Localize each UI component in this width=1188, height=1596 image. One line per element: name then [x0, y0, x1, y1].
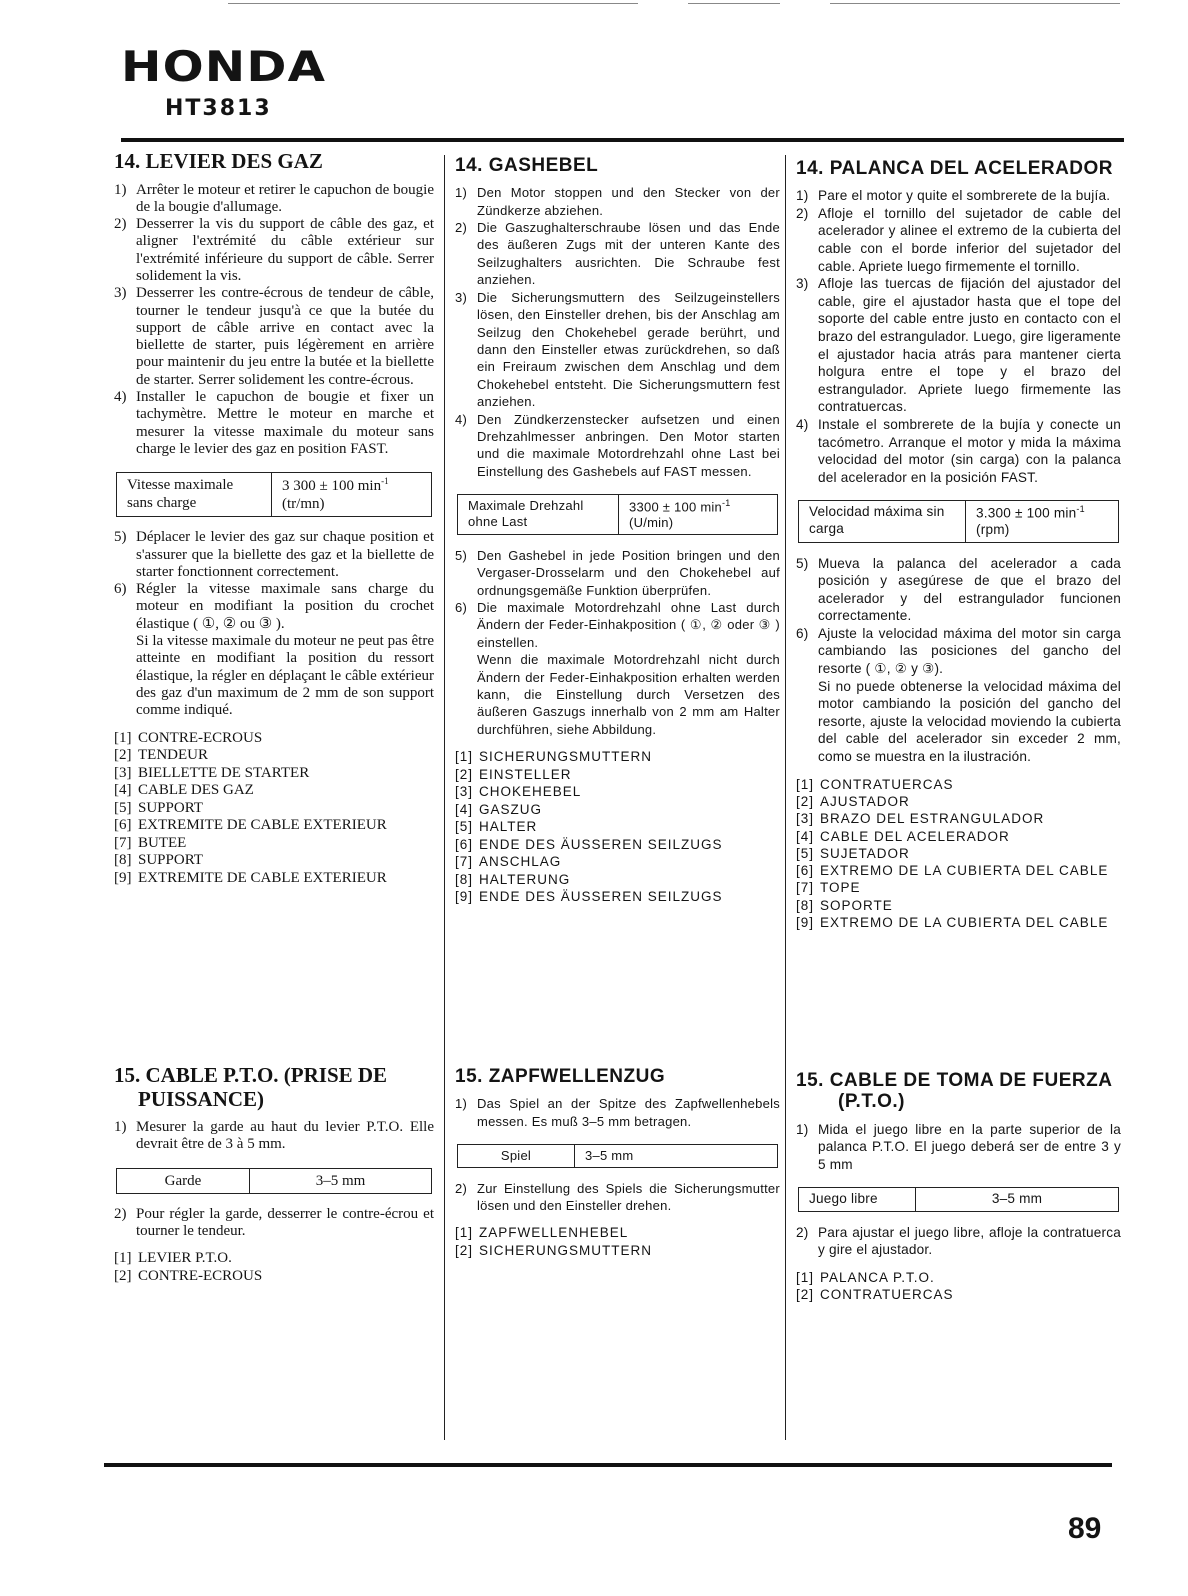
list-item: [7] BUTEE	[114, 834, 187, 851]
step: 4) Instale el sombrerete de la bujía y conecte un tacómetro. Arranque el motor y mida la máxima velocidad del motor (sin carga) con la palanca del acelerador en la posición FAST.	[796, 416, 1121, 485]
step: 1) Das Spiel an der Spitze des Zapfwellenhebels messen. Es muß 3–5 mm betragen.	[455, 1096, 780, 1129]
list-item: [2] CONTRATUERCAS	[796, 1287, 954, 1303]
french-section-14	[114, 150, 434, 887]
brand-logo: HONDA	[121, 42, 327, 91]
step: 1) Den Motor stoppen und den Stecker von der Zündkerze abziehen.	[455, 185, 780, 218]
column-divider	[444, 155, 445, 1440]
section-title: 15. CABLE DE TOMA DE FUERZA (P.T.O.)	[796, 1070, 1112, 1113]
list-item: [1] PALANCA P.T.O.	[796, 1269, 935, 1285]
section-title: 14. LEVIER DES GAZ	[114, 149, 323, 173]
parts-list	[796, 1269, 1121, 1304]
step: 6) Régler la vitesse maximale sans charge du moteur en modifiant la position du crochet élastique ( ①, ② ou ③ ). Si la vitesse maximale du moteur ne peut pas être atteinte en modifiant la position du ressort élastique, la régler en déplaçant le câble extérieur des gaz d'un maximum de 2 mm de son support comme indiqué.	[114, 581, 434, 719]
spec-value: 3–5 mm	[991, 1191, 1043, 1207]
section-title: 15. ZAPFWELLENZUG	[455, 1066, 666, 1087]
column-divider	[785, 155, 786, 1440]
step: 1) Pare el motor y quite el sombrerete de la bujía.	[796, 188, 1111, 204]
section-title: 14. PALANCA DEL ACELERADOR	[796, 158, 1114, 179]
spec-label: Spiel	[458, 1145, 575, 1167]
step: 4) Den Zündkerzenstecker aufsetzen und einen Drehzahlmesser anbringen. Den Motor starten und die maximale Motordrehzahl ohne Last bei Einstellung des Gashebels auf FAST messen.	[455, 411, 780, 479]
step: 5) Déplacer le levier des gaz sur chaque position et s'assurer que la biellette des gaz et la biellette de starter fonctionnent correctement.	[114, 529, 434, 580]
spec-table	[116, 1168, 432, 1194]
list-item: [8] SOPORTE	[796, 897, 893, 913]
step: 3) Die Sicherungsmuttern des Seilzugeinstellers lösen, den Einsteller drehen, bis der Anschlag am Seilzug den Chokehebel gerade berührt, und dann den Einsteller etwas zurückdrehen, so daß ein Freiraum zwischen dem Anschlag und dem Chokehebel entsteht. Die Sicherungsmuttern fest anziehen.	[455, 289, 780, 410]
list-item: [2] SICHERUNGSMUTTERN	[455, 1242, 653, 1258]
section-title: 15. CABLE P.T.O. (PRISE DE PUISSANCE)	[114, 1063, 388, 1111]
list-item: [1] ZAPFWELLENHEBEL	[455, 1225, 629, 1241]
list-item: [8] SUPPORT	[114, 852, 203, 869]
list-item: [1] CONTRE-ECROUS	[114, 729, 263, 746]
spec-label: Vitesse maximale sans charge	[117, 473, 272, 516]
top-edge-line	[228, 3, 638, 4]
list-item: [5] SUJETADOR	[796, 845, 910, 861]
spec-table	[798, 1187, 1119, 1211]
list-item: [2] AJUSTADOR	[796, 793, 910, 809]
list-item: [6] EXTREMITE DE CABLE EXTERIEUR	[114, 817, 387, 834]
spec-value: 3.300 ± 100 $\min^{-1}$ (rpm)	[976, 504, 1085, 538]
list-item: [1] SICHERUNGSMUTTERN	[455, 749, 653, 765]
list-item: [3] BIELLETTE DE STARTER	[114, 764, 310, 781]
step: 6) Die maximale Motordrehzahl ohne Last durch Ändern der Feder-Einhakposition ( ①, ② oder ③ ) einstellen. Wenn die maximale Motordrehzahl nicht durch Ändern der Feder-Einhakposition erhalten werden kann, die Einstellung durch Versetzen des äußeren Gaszugs innerhalb von 2 mm am Halter durchführen, siehe Abbildung.	[455, 599, 780, 737]
step: 1) Mesurer la garde au haut du levier P.T.O. Elle devrait être de 3 à 5 mm.	[114, 1119, 434, 1153]
list-item: [5] SUPPORT	[114, 799, 203, 816]
list-item: [1] CONTRATUERCAS	[796, 776, 954, 792]
list-item: [7] TOPE	[796, 880, 861, 896]
spec-label: Maximale Drehzahl ohne Last	[458, 495, 619, 534]
step: 5) Den Gashebel in jede Position bringen und den Vergaser-Drosselarm und den Chokehebel auf ordnungsgemäße Funktion überprüfen.	[455, 547, 780, 598]
step: 6) Ajuste la velocidad máxima del motor sin carga cambiando las posiciones del gancho del resorte ( ①, ② y ③). Si no puede obtenerse la velocidad máxima del motor cambiando la posición del gancho del resorte, ajuste la velocidad moviendo la cubierta del cable del acelerador sin exceder 2 mm, como se muestra en la ilustración.	[796, 625, 1121, 765]
parts-list	[455, 748, 780, 906]
parts-list	[455, 1224, 780, 1259]
top-edge-line	[688, 3, 780, 4]
spec-label: Velocidad máxima sin carga	[799, 501, 966, 541]
parts-list	[796, 776, 1121, 932]
step: 2) Die Gaszughalterschraube lösen und das Ende des äußeren Zugs mit der unteren Kante des Seilzughalters ausrichten. Die Schraube fest anziehen.	[455, 220, 780, 288]
spanish-section-15	[796, 1070, 1121, 1303]
list-item: [3] BRAZO DEL ESTRANGULADOR	[796, 811, 1045, 827]
list-item: [7] ANSCHLAG	[455, 854, 562, 870]
step: 5) Mueva la palanca del acelerador a cada posición y asegúrese de que el brazo del acelerador y del estrangulador funcionen correctamente.	[796, 555, 1121, 624]
list-item: [9] EXTREMO DE LA CUBIERTA DEL CABLE	[796, 915, 1109, 931]
step: 1) Mida el juego libre en la parte superior de la palanca P.T.O. El juego deberá ser de entre 3 y 5 mm	[796, 1121, 1121, 1172]
step: 1) Arrêter le moteur et retirer le capuchon de bougie de la bougie d'allumage.	[114, 181, 434, 215]
parts-list	[114, 730, 434, 888]
parts-list	[114, 1250, 434, 1285]
section-title: 14. GASHEBEL	[455, 155, 599, 176]
step: 2) Zur Einstellung des Spiels die Sicherungsmutter lösen und den Einsteller drehen.	[455, 1180, 780, 1214]
step: 2) Pour régler la garde, desserrer le contre-écrou et tourner le tendeur.	[114, 1205, 434, 1239]
step: 4) Installer le capuchon de bougie et fixer un tachymètre. Mettre le moteur en marche et mesurer la vitesse maximale du moteur sans charge le levier des gaz en position FAST.	[114, 389, 434, 457]
footer-rule	[104, 1463, 1112, 1467]
list-item: [2] EINSTELLER	[455, 766, 572, 782]
list-item: [5] HALTER	[455, 819, 538, 835]
model-number: HT3813	[165, 96, 272, 121]
spec-table	[457, 1144, 778, 1168]
list-item: [6] ENDE DES ÄUSSEREN SEILZUGS	[455, 836, 723, 852]
list-item: [6] EXTREMO DE LA CUBIERTA DEL CABLE	[796, 863, 1109, 879]
page-number: 89	[1068, 1512, 1102, 1545]
german-section-15	[455, 1066, 780, 1259]
list-item: [2] TENDEUR	[114, 747, 208, 764]
spec-value: 3–5 mm	[315, 1172, 366, 1189]
list-item: [2] CONTRE-ECROUS	[114, 1267, 263, 1284]
spec-value: 3–5 mm	[585, 1148, 634, 1164]
spec-label: Juego libre	[799, 1188, 916, 1210]
spec-value: 3300 ± 100 $\min^{-1}$ (U/min)	[629, 498, 731, 531]
list-item: [4] CABLE DEL ACELERADOR	[796, 828, 1010, 844]
list-item: [1] LEVIER P.T.O.	[114, 1250, 232, 1267]
spec-label: Garde	[117, 1169, 250, 1193]
step: 2) Afloje el tornillo del sujetador de cable del acelerador y alinee el extremo de la cubierta del cable con el borde inferior del sujetador del cable. Apriete luego firmemente el tornillo.	[796, 205, 1121, 274]
top-edge-line	[830, 3, 1120, 4]
step: 2) Desserrer la vis du support de câble des gaz, et aligner l'extrémité du câble extérieur sur l'extrémité inférieure du support de câble. Serrer solidement la vis.	[114, 216, 434, 284]
german-section-14	[455, 155, 780, 906]
list-item: [9] EXTREMITE DE CABLE EXTERIEUR	[114, 869, 387, 886]
step: 3) Desserrer les contre-écrous de tendeur de câble, tourner le tendeur jusqu'à ce que la butée du support de câble arrive en contact avec la biellette de starter, puis légèrement en arrière pour maintenir du jeu entre la butée et la biellette de starter. Serrer solidement les contre-écrous.	[114, 285, 434, 388]
list-item: [8] HALTERUNG	[455, 871, 571, 887]
list-item: [3] CHOKEHEBEL	[455, 784, 582, 800]
spanish-section-14	[796, 158, 1121, 931]
spec-table	[116, 472, 432, 517]
step: 2) Para ajustar el juego libre, afloje la contratuerca y gire el ajustador.	[796, 1224, 1121, 1258]
spec-table	[457, 494, 778, 535]
french-section-15	[114, 1064, 434, 1285]
step: 3) Afloje las tuercas de fijación del ajustador del cable, gire el ajustador hasta que el tope del soporte del cable entre justo en contacto con el brazo del estrangulador. Luego, gire ligeramente el ajustador hacia atrás para mantener cierta holgura entre el tope y el brazo del estrangulador. Apriete luego firmemente las contratuercas.	[796, 276, 1121, 415]
spec-table	[798, 500, 1119, 542]
list-item: [4] GASZUG	[455, 801, 543, 817]
list-item: [4] CABLE DES GAZ	[114, 782, 254, 799]
spec-value: 3 300 ± 100 $\min^{-1}$ (tr/mn)	[282, 476, 389, 513]
header-rule	[121, 138, 1124, 142]
list-item: [9] ENDE DES ÄUSSEREN SEILZUGS	[455, 889, 723, 905]
